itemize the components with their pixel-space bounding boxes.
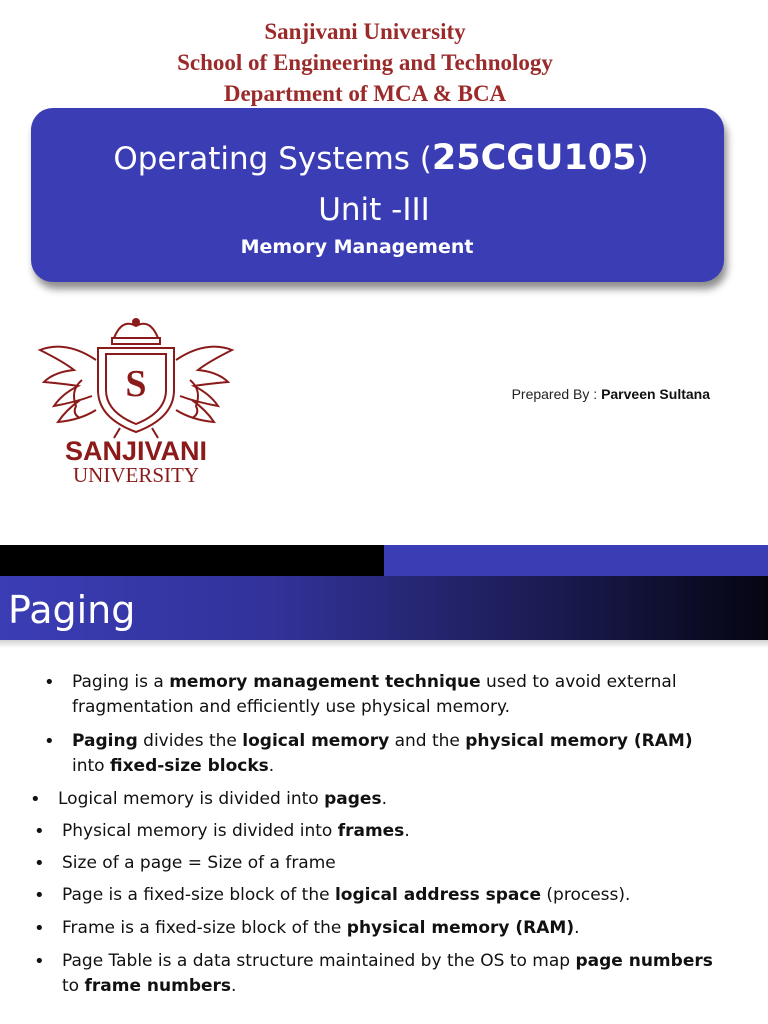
course-title xyxy=(0,136,762,181)
bullet-dot-icon: • xyxy=(34,918,45,939)
bullet-text: Paging is a xyxy=(72,672,170,692)
bullet-text: into xyxy=(72,756,110,776)
bullet-bold-text: physical memory (RAM) xyxy=(465,731,693,751)
bullet-bold-text: logical memory xyxy=(242,731,390,751)
bullet-text: used to avoid external fragmentation and efficiently use physical memory. xyxy=(72,672,677,717)
bullet-item xyxy=(34,916,722,941)
logo-sub: UNIVERSITY xyxy=(73,463,199,487)
bullet-item xyxy=(44,729,722,779)
bullet-bold-text: frame numbers xyxy=(84,976,232,996)
bullet-text: Page is a fixed-size block of the xyxy=(62,885,335,905)
bullet-bold-text: Paging xyxy=(72,731,138,751)
bullet-text: Physical memory is divided into xyxy=(62,821,338,841)
prepared-label: Prepared By : xyxy=(511,386,602,402)
bullet-dot-icon: • xyxy=(44,731,55,752)
bullet-item xyxy=(34,883,722,908)
bullet-text: Frame is a fixed-size block of the xyxy=(62,918,347,938)
logo-monogram: S xyxy=(125,363,147,405)
bullet-text: . xyxy=(268,756,275,776)
university-logo xyxy=(36,310,236,490)
topic-label: Memory Management xyxy=(240,236,474,258)
header-bar-blue xyxy=(384,545,768,576)
bullet-text: Page Table is a data structure maintained by the OS to map xyxy=(62,951,576,971)
course-code: 25CGU105 xyxy=(431,138,637,178)
bullet-item xyxy=(34,851,722,876)
logo-name: SANJIVANI xyxy=(64,436,208,466)
bullet-dot-icon: • xyxy=(34,885,45,906)
department-name: Department of MCA & BCA xyxy=(223,81,507,106)
bullet-item xyxy=(34,949,722,999)
bullet-text: (process). xyxy=(541,885,631,905)
university-name: Sanjivani University xyxy=(264,19,466,44)
bullet-text: Size of a page = Size of a frame xyxy=(62,853,336,873)
header-bar-dark xyxy=(0,545,384,576)
title-band-shadow xyxy=(0,640,768,648)
course-suffix: ) xyxy=(636,141,649,177)
prepared-by xyxy=(470,386,710,402)
bullet-bold-text: physical memory (RAM) xyxy=(346,918,575,938)
school-name: School of Engineering and Technology xyxy=(177,50,553,75)
bullet-dot-icon: • xyxy=(34,951,45,972)
bullet-bold-text: frames xyxy=(337,821,405,841)
bullet-item xyxy=(30,787,718,812)
bullet-dot-icon: • xyxy=(44,672,55,693)
bullet-text: and the xyxy=(389,731,466,751)
unit-label: Unit -III xyxy=(318,192,430,228)
bullet-bold-text: memory management technique xyxy=(169,672,481,692)
bullet-bold-text: page numbers xyxy=(575,951,713,971)
bullet-text: to xyxy=(62,976,85,996)
bullet-text: . xyxy=(381,789,387,809)
bullet-text: Logical memory is divided into xyxy=(58,789,325,809)
bullet-dot-icon: • xyxy=(34,853,45,874)
slide-title: Paging xyxy=(8,588,136,632)
bullet-dot-icon: • xyxy=(30,789,41,810)
bullet-bold-text: fixed-size blocks xyxy=(109,756,269,776)
bullet-dot-icon: • xyxy=(34,821,45,842)
author-name: Parveen Sultana xyxy=(601,386,710,402)
bullet-text: divides the xyxy=(137,731,243,751)
course-name: Operating Systems ( xyxy=(113,141,432,177)
bullet-item xyxy=(44,670,712,720)
bullet-item xyxy=(34,819,722,844)
university-header xyxy=(0,16,730,109)
bullet-text: . xyxy=(404,821,410,841)
bullet-bold-text: logical address space xyxy=(334,885,542,905)
bullet-text: . xyxy=(574,918,580,938)
bullet-text: . xyxy=(231,976,237,996)
bullet-bold-text: pages xyxy=(324,789,382,809)
